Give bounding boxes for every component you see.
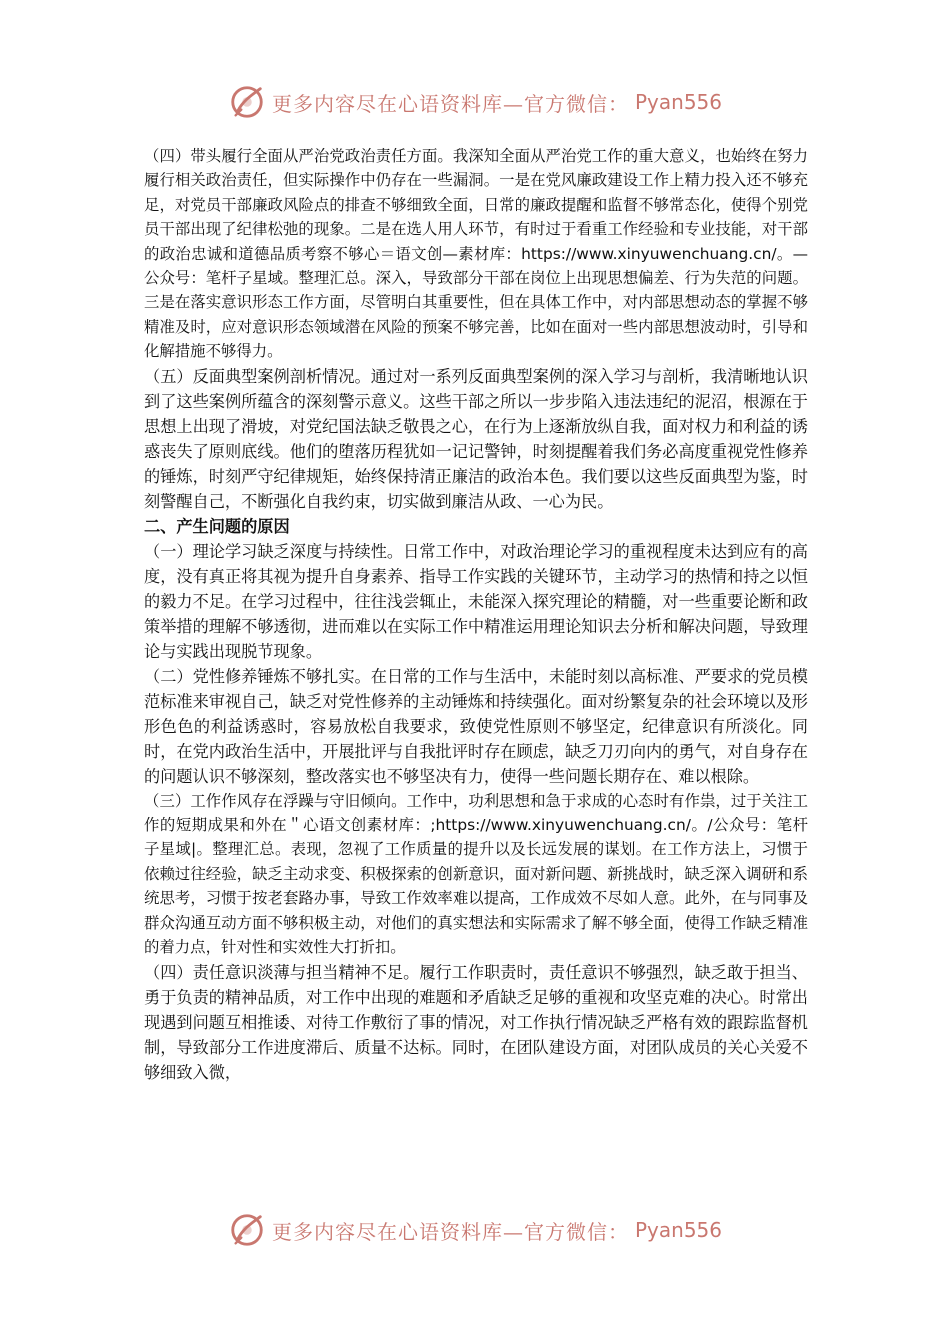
- brand-logo-icon: [228, 1211, 266, 1249]
- paragraph-work-style: （三）工作作风存在浮躁与守旧倾向。工作中，功利思想和急于求成的心态时有作祟，过于关注工作的短期成果和外在＂心语文创素材库：;https://www.xinyuwenchuang.cn/。/公众号：笔杆子星域|。整理汇总。表现，忽视了工作质量的提升以及长远发展的谋划。在工作方法上，习惯于依赖过往经验，缺乏主动求变、积极探索的创新意识，面对新问题、新挑战时，缺乏深入调研和系统思考，习惯于按老套路办事，导致工作效率难以提高，工作成效不尽如人意。此外，在与同事及群众沟通互动方面不够积极主动，对他们的真实想法和实际需求了解不够全面，使得工作缺乏精准的着力点，针对性和实效性大打折扣。: [144, 791, 808, 957]
- banner-wechat-id: Pyan556: [634, 1218, 722, 1242]
- header-watermark-banner: [0, 80, 950, 124]
- paragraph-party-spirit: （二）党性修养锤炼不够扎实。在日常的工作与生活中，未能时刻以高标准、严要求的党员模范标准来审视自己，缺乏对党性修养的主动锤炼和持续强化。面对纷繁复杂的社会环境以及形形色色的利益诱惑时，容易放松自我要求，致使党性原则不够坚定，纪律意识有所淡化。同时，在党内政治生活中，开展批评与自我批评时存在顾虑，缺乏刀刃向内的勇气，对自身存在的问题认识不够深刻，整改落实也不够坚决有力，使得一些问题长期存在、难以根除。: [144, 666, 808, 786]
- paragraph-responsibility: （四）带头履行全面从严治党政治责任方面。我深知全面从严治党工作的重大意义，也始终在努力履行相关政治责任，但实际操作中仍存在一些漏洞。一是在党风廉政建设工作上精力投入还不够充足，对党员干部廉政风险点的排查不够细致全面，日常的廉政提醒和监督不够常态化，使得个别党员干部出现了纪律松弛的现象。二是在选人用人环节，有时过于看重工作经验和专业技能，对干部的政治忠诚和道德品质考察不够心＝语文创—素材库：https://www.xinyuwenchuang.cn/。—公众号：笔杆子星域。整理汇总。深入，导致部分干部在岗位上出现思想偏差、行为失范的问题。三是在落实意识形态工作方面，尽管明白其重要性，但在具体工作中，对内部思想动态的掌握不够精准及时，应对意识形态领域潜在风险的预案不够完善，比如在面对一些内部思想波动时，引导和化解措施不够得力。: [144, 147, 808, 361]
- paragraph-theory-study: （一）理论学习缺乏深度与持续性。日常工作中，对政治理论学习的重视程度未达到应有的高度，没有真正将其视为提升自身素养、指导工作实践的关键环节，主动学习的热情和持之以恒的毅力不足。在学习过程中，往往浅尝辄止，未能深入探究理论的精髓，对一些重要论断和政策举措的理解不够透彻，进而难以在实际工作中精准运用理论知识去分析和解决问题，导致理论与实践出现脱节现象。: [144, 541, 808, 661]
- banner-text: 更多内容尽在心语资料库—官方微信：: [271, 91, 629, 116]
- banner-wechat-id: Pyan556: [634, 90, 722, 114]
- section-heading-causes: 二、产生问题的原因: [144, 516, 290, 536]
- banner-text: 更多内容尽在心语资料库—官方微信：: [271, 1219, 629, 1244]
- brand-logo-icon: [228, 83, 266, 121]
- paragraph-case-analysis: （五）反面典型案例剖析情况。通过对一系列反面典型案例的深入学习与剖析，我清晰地认识到了这些案例所蕴含的深刻警示意义。这些干部之所以一步步陷入违法违纪的泥沼，根源在于思想上出现了滑坡，对党纪国法缺乏敬畏之心，在行为上逐渐放纵自我，面对权力和利益的诱惑丧失了原则底线。他们的堕落历程犹如一记记警钟，时刻提醒着我们务必高度重视党性修养的锤炼，时刻严守纪律规矩，始终保持清正廉洁的政治本色。我们要以这些反面典型为鉴，时刻警醒自己，不断强化自我约束，切实做到廉洁从政、一心为民。: [144, 366, 808, 511]
- paragraph-responsibility-awareness: （四）责任意识淡薄与担当精神不足。履行工作职责时，责任意识不够强烈，缺乏敢于担当、勇于负责的精神品质，对工作中出现的难题和矛盾缺乏足够的重视和攻坚克难的决心。时常出现遇到问题互相推诿、对待工作敷衍了事的情况，对工作执行情况缺乏严格有效的跟踪监督机制，导致部分工作进度滞后、质量不达标。同时，在团队建设方面，对团队成员的关心关爱不够细致入微，: [144, 962, 808, 1082]
- footer-watermark-banner: [0, 1208, 950, 1252]
- document-body: [144, 144, 808, 1085]
